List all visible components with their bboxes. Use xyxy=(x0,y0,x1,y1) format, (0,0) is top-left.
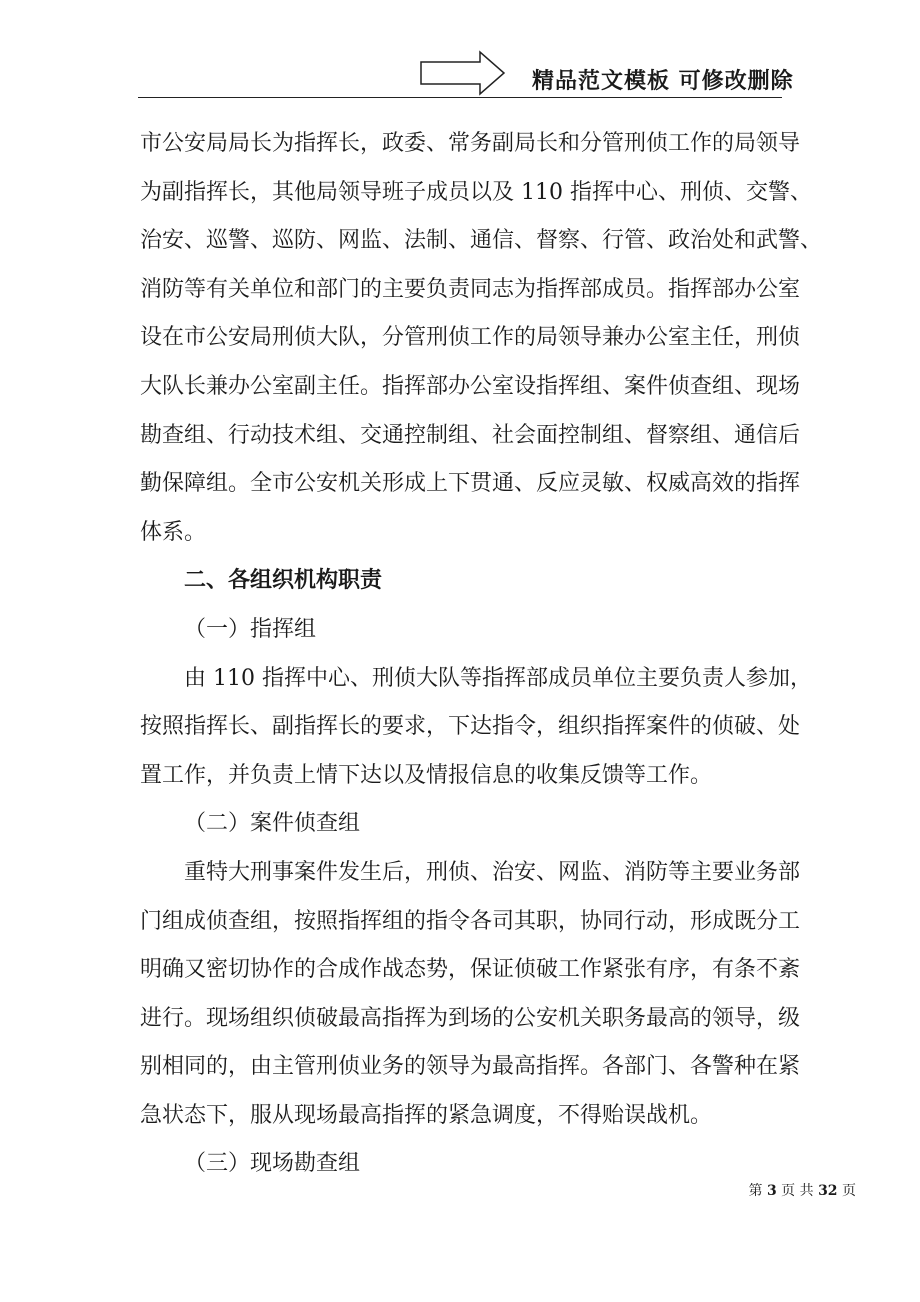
paragraph-line: 大队长兼办公室副主任。指挥部办公室设指挥组、案件侦查组、现场 xyxy=(140,373,801,399)
paragraph-line: 门组成侦查组，按照指挥组的指令各司其职，协同行动，形成既分工 xyxy=(140,908,801,934)
page-number xyxy=(749,1180,857,1200)
header-rule xyxy=(138,97,782,98)
page-suffix: 页 xyxy=(842,1183,856,1199)
paragraph-line: 体系。 xyxy=(140,519,207,545)
paragraph-line: 市公安局局长为指挥长，政委、常务副局长和分管刑侦工作的局领导 xyxy=(140,131,801,156)
paragraph-line: 按照指挥长、副指挥长的要求，下达指令，组织指挥案件的侦破、处 xyxy=(140,714,801,740)
header-title: 精品范文模板 可修改删除 xyxy=(532,69,794,94)
paragraph-line: 为副指挥长，其他局领导班子成员以及 110 指挥中心、刑侦、交警、 xyxy=(140,179,812,205)
paragraph-line: 急状态下，服从现场最高指挥的紧急调度，不得贻误战机。 xyxy=(140,1102,713,1128)
page-middle: 页 共 xyxy=(781,1183,814,1199)
paragraph-line: 重特大刑事案件发生后，刑侦、治安、网监、消防等主要业务部 xyxy=(184,859,801,885)
right-arrow-icon xyxy=(420,50,506,96)
subsection-heading: （二）案件侦查组 xyxy=(184,811,361,837)
paragraph-line: 消防等有关单位和部门的主要负责同志为指挥部成员。指挥部办公室 xyxy=(140,276,801,302)
current-page: 3 xyxy=(766,1183,777,1199)
paragraph-line: 由 110 指挥中心、刑侦大队等指挥部成员单位主要负责人参加， xyxy=(184,665,812,691)
page-prefix: 第 xyxy=(748,1183,763,1199)
section-heading: 二、各组织机构职责 xyxy=(184,568,383,594)
paragraph-line: 进行。现场组织侦破最高指挥为到场的公安机关职务最高的领导，级 xyxy=(140,1005,801,1031)
paragraph-line: 别相同的，由主管刑侦业务的领导为最高指挥。各部门、各警种在紧 xyxy=(140,1054,801,1080)
subsection-heading: （三）现场勘查组 xyxy=(184,1151,361,1177)
paragraph-line: 设在市公安局刑侦大队，分管刑侦工作的局领导兼办公室主任，刑侦 xyxy=(140,325,801,351)
paragraph-line: 勘查组、行动技术组、交通控制组、社会面控制组、督察组、通信后 xyxy=(140,422,801,448)
paragraph-line: 置工作，并负责上情下达以及情报信息的收集反馈等工作。 xyxy=(140,762,713,788)
paragraph-line: 明确又密切协作的合成作战态势，保证侦破工作紧张有序，有条不紊 xyxy=(140,957,801,983)
paragraph-line: 治安、巡警、巡防、网监、法制、通信、督察、行管、政治处和武警、 xyxy=(140,228,823,254)
paragraph-line: 勤保障组。全市公安机关形成上下贯通、反应灵敏、权威高效的指挥 xyxy=(140,471,801,497)
subsection-heading: （一）指挥组 xyxy=(184,616,317,642)
total-pages: 32 xyxy=(818,1183,838,1199)
